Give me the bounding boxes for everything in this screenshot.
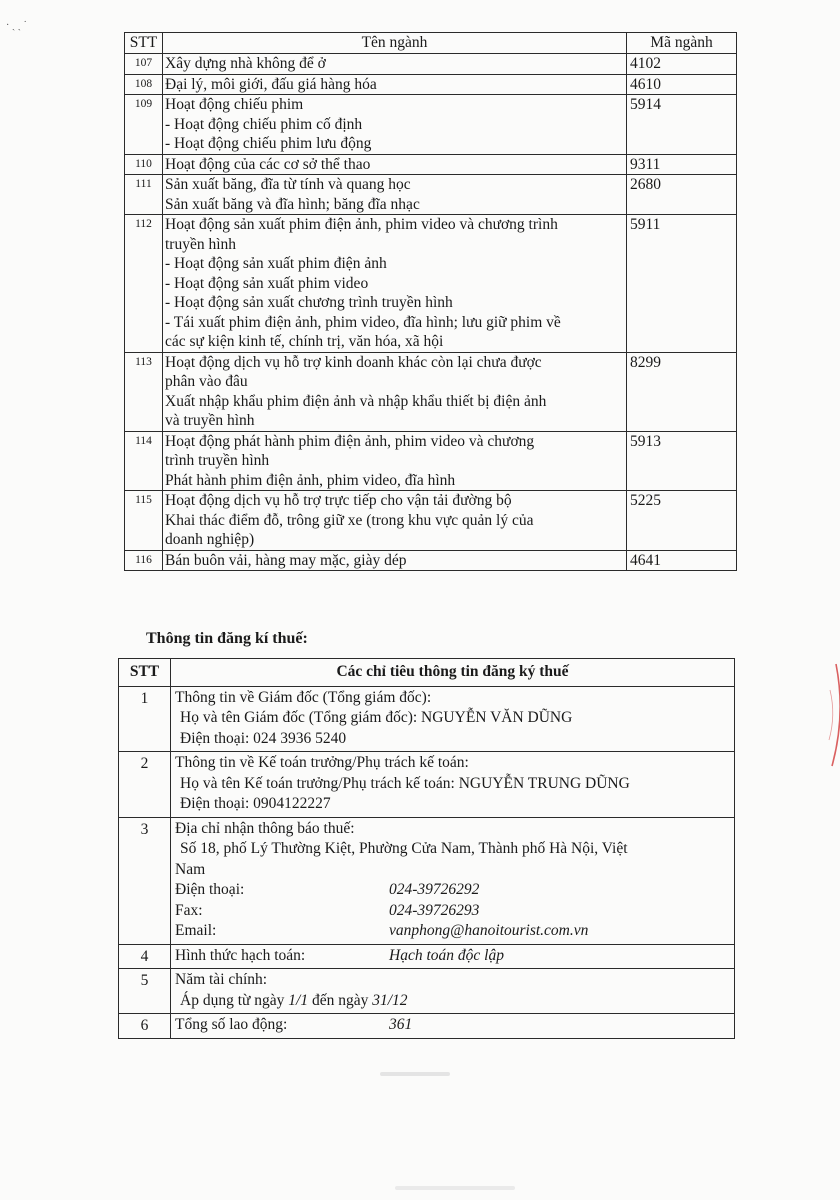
scan-smudge	[395, 1186, 515, 1190]
industry-row-name	[163, 215, 627, 353]
industry-row-code: 2680	[627, 175, 737, 215]
row-number: 5	[119, 969, 171, 1014]
industry-row-number: 113	[125, 352, 163, 431]
industry-name-line: - Hoạt động chiếu phim lưu động	[165, 135, 372, 152]
address-line-2: Nam	[175, 860, 206, 878]
industry-name-line: Hoạt động dịch vụ hỗ trợ trực tiếp cho vận tải đường bộ	[165, 492, 512, 509]
industry-row	[125, 54, 737, 75]
industry-name-line: - Hoạt động sản xuất phim video	[165, 274, 369, 292]
industry-row-number: 116	[125, 550, 163, 571]
industry-row	[125, 550, 737, 571]
tax-row-chief-accountant	[119, 752, 735, 818]
industry-name-line: các sự kiện kinh tế, chính trị, văn hóa, xã hội	[165, 333, 444, 350]
industry-row	[125, 95, 737, 155]
address-phone-row	[175, 880, 730, 901]
address-email-row	[175, 921, 730, 942]
industry-row	[125, 352, 737, 431]
industry-name-line: Đại lý, môi giới, đấu giá hàng hóa	[165, 75, 377, 93]
industry-name-line: Hoạt động chiếu phim	[165, 96, 304, 113]
industry-row-number: 112	[125, 215, 163, 353]
accounting-form-value: Hạch toán độc lập	[389, 946, 504, 964]
industry-row-code: 4102	[627, 54, 737, 75]
industry-row-number: 108	[125, 74, 163, 95]
phone-label: Điện thoại:	[175, 881, 245, 898]
accountant-phone: Điện thoại: 0904122227	[180, 795, 331, 812]
fiscal-year-range	[175, 991, 730, 1012]
industry-row	[125, 154, 737, 175]
industry-row-number: 111	[125, 175, 163, 215]
scan-specks: · ˏ ˎ ˙	[6, 20, 27, 31]
scan-smudge	[380, 1072, 450, 1076]
industry-row-name	[163, 431, 627, 491]
industry-row-number: 107	[125, 54, 163, 75]
header-industry-code: Mã ngành	[627, 33, 737, 54]
industry-row-name	[163, 54, 627, 75]
employees-label: Tổng số lao động:	[175, 1016, 288, 1033]
industry-name-line: phân vào đâu	[165, 373, 248, 390]
fax-label: Fax:	[175, 901, 203, 919]
industry-row-name	[163, 491, 627, 551]
tax-table-header	[119, 659, 735, 687]
industry-row-code: 5225	[627, 491, 737, 551]
industry-name-line: Hoạt động của các cơ sở thể thao	[165, 155, 371, 173]
industry-row-name	[163, 74, 627, 95]
industry-row-number: 110	[125, 154, 163, 175]
industry-name-line: doanh nghiệp)	[165, 531, 255, 548]
industry-name-line: truyền hình	[165, 235, 237, 253]
red-stamp-mark	[802, 660, 840, 770]
director-phone: Điện thoại: 024 3936 5240	[180, 729, 347, 747]
industry-name-line: Sản xuất băng và đĩa hình; băng đĩa nhạc	[165, 195, 420, 213]
accountant-name: Họ và tên Kế toán trưởng/Phụ trách kế toán: NGUYỄN TRUNG DŨNG	[180, 774, 630, 792]
industry-row-number: 109	[125, 95, 163, 155]
industry-table-header	[125, 33, 737, 54]
industry-name-line: Sản xuất băng, đĩa từ tính và quang học	[165, 176, 411, 193]
industry-row-code: 5914	[627, 95, 737, 155]
industry-name-line: - Hoạt động chiếu phim cố định	[165, 115, 363, 133]
row-number: 3	[119, 817, 171, 944]
fiscal-to: 31/12	[372, 991, 408, 1009]
industry-row-code: 4610	[627, 74, 737, 95]
email-value: vanphong@hanoitourist.com.vn	[389, 922, 589, 939]
industry-row-name	[163, 175, 627, 215]
fiscal-year-title: Năm tài chính:	[175, 971, 268, 988]
industry-row-number: 114	[125, 431, 163, 491]
accountant-title: Thông tin về Kế toán trưởng/Phụ trách kế toán:	[175, 754, 469, 771]
industry-name-line: Khai thác điểm đỗ, trông giữ xe (trong khu vực quản lý của	[165, 511, 534, 529]
row-number: 6	[119, 1014, 171, 1039]
tax-header-item: Các chỉ tiêu thông tin đăng ký thuế	[171, 659, 735, 687]
industry-row-number: 115	[125, 491, 163, 551]
industry-row-code: 5911	[627, 215, 737, 353]
industry-table-body	[125, 54, 737, 571]
director-name: Họ và tên Giám đốc (Tổng giám đốc): NGUYỄN VĂN DŨNG	[180, 709, 573, 726]
fax-value: 024-39726293	[389, 901, 480, 919]
industry-name-line: Xây dựng nhà không để ở	[165, 55, 326, 72]
tax-header-stt: STT	[119, 659, 171, 687]
tax-row-director	[119, 686, 735, 752]
address-title: Địa chỉ nhận thông báo thuế:	[175, 819, 355, 837]
fiscal-middle: đến ngày	[308, 991, 373, 1009]
industry-row-name	[163, 352, 627, 431]
fiscal-prefix: Áp dụng từ ngày	[180, 991, 289, 1009]
email-label: Email:	[175, 922, 217, 939]
industry-row-code: 8299	[627, 352, 737, 431]
industry-name-line: Bán buôn vải, hàng may mặc, giày dép	[165, 551, 407, 569]
address-line-1: Số 18, phố Lý Thường Kiệt, Phường Cửa Nam, Thành phố Hà Nội, Việt	[180, 840, 628, 857]
fiscal-from: 1/1	[288, 991, 309, 1009]
header-stt: STT	[125, 33, 163, 54]
industry-row	[125, 431, 737, 491]
director-title: Thông tin về Giám đốc (Tổng giám đốc):	[175, 688, 432, 706]
accounting-form-label: Hình thức hạch toán:	[175, 946, 306, 964]
row-number: 1	[119, 686, 171, 752]
industry-row-name	[163, 154, 627, 175]
phone-value: 024-39726292	[389, 881, 480, 898]
tax-row-accounting-form	[119, 944, 735, 969]
industry-name-line: trình truyền hình	[165, 452, 270, 469]
industry-name-line: Hoạt động dịch vụ hỗ trợ kinh doanh khác còn lại chưa được	[165, 353, 542, 371]
industry-name-line: và truyền hình	[165, 412, 255, 429]
industry-row-code: 9311	[627, 154, 737, 175]
tax-section-title: Thông tin đăng kí thuế:	[146, 630, 308, 647]
industry-name-line: Hoạt động sản xuất phim điện ảnh, phim video và chương trình	[165, 216, 558, 233]
industry-name-line: - Tái xuất phim điện ảnh, phim video, đĩa hình; lưu giữ phim về	[165, 313, 561, 331]
industry-name-line: Hoạt động phát hành phim điện ảnh, phim video và chương	[165, 432, 535, 450]
row-number: 4	[119, 944, 171, 969]
tax-row-notice-address	[119, 817, 735, 944]
tax-row-fiscal-year	[119, 969, 735, 1014]
header-industry-name: Tên ngành	[163, 33, 627, 54]
industry-row	[125, 491, 737, 551]
tax-row-employees	[119, 1014, 735, 1039]
tax-registration-table	[118, 658, 735, 1039]
industry-row-name	[163, 550, 627, 571]
address-fax-row	[175, 901, 730, 922]
industry-name-line: Phát hành phim điện ảnh, phim video, đĩa hình	[165, 471, 456, 489]
industry-table	[124, 32, 737, 571]
industry-row-code: 4641	[627, 550, 737, 571]
industry-name-line: - Hoạt động sản xuất chương trình truyền hình	[165, 294, 453, 311]
row-number: 2	[119, 752, 171, 818]
industry-row	[125, 175, 737, 215]
industry-name-line: - Hoạt động sản xuất phim điện ảnh	[165, 255, 387, 272]
industry-row-code: 5913	[627, 431, 737, 491]
employees-value: 361	[389, 1016, 413, 1033]
industry-row-name	[163, 95, 627, 155]
industry-row	[125, 74, 737, 95]
industry-row	[125, 215, 737, 353]
industry-name-line: Xuất nhập khẩu phim điện ảnh và nhập khẩu thiết bị điện ảnh	[165, 392, 547, 410]
